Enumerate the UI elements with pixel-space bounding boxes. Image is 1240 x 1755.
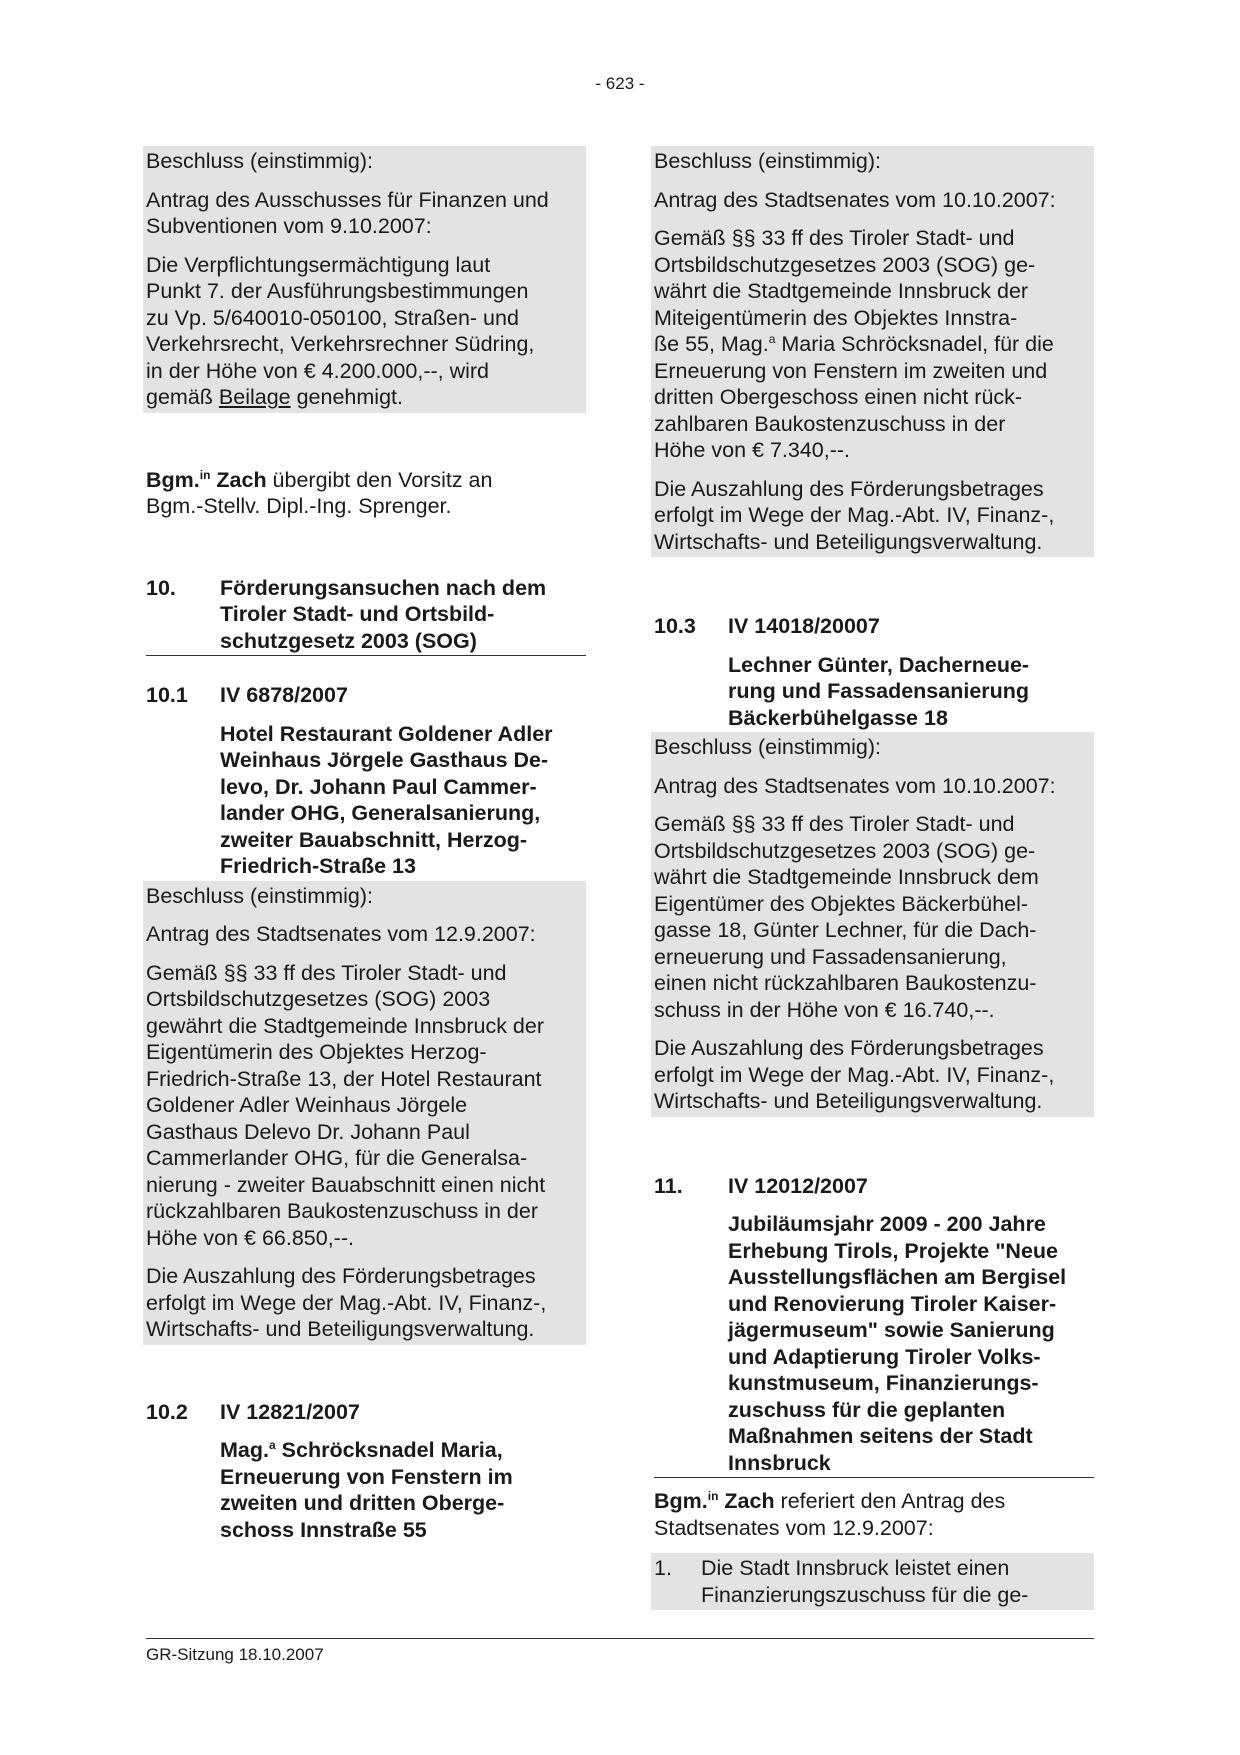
item-title-line: Weinhaus Jörgele Gasthaus De- [220,748,549,772]
item-title-line: levo, Dr. Johann Paul Cammer- [220,774,537,799]
beschluss-text-line: Punkt 7. der Ausführungsbestimmungen [146,279,529,303]
beschluss-text-line: gasse 18, Günter Lechner, für die Dach- [654,918,1037,942]
beschluss-text-line: Eigentümer des Objektes Bäckerbühel- [654,891,1029,916]
item-title-line: zuschuss für die geplanten [728,1397,1006,1422]
item-title-line: schoss Innstraße 55 [220,1517,427,1542]
beschluss-text-line: Ortsbildschutzgesetzes 2003 (SOG) ge- [654,252,1036,277]
list-item [651,1553,1094,1610]
page-number: - 623 - [595,74,645,93]
beschluss-text-line: Die Verpflichtungsermächtigung laut [146,252,491,277]
beschluss-text-line: Höhe von € 66.850,--. [146,1225,354,1250]
list-text-line: Finanzierungszuschuss für die ge- [701,1582,1029,1607]
beschluss-text-line: gewährt die Stadtgemeinde Innsbruck der [146,1013,544,1038]
item-title-line: und Adaptierung Tiroler Volks- [728,1344,1041,1369]
beschluss-text-line: Höhe von € 7.340,--. [654,438,851,462]
item-number: 11. [654,1173,683,1198]
auszahlung-line: erfolgt im Wege der Mag.-Abt. IV, Finanz-, [654,503,1055,527]
beschluss-text-line: dritten Obergeschoss einen nicht rück- [654,385,1023,409]
beschluss-text-line: schuss in der Höhe von € 16.740,--. [654,997,995,1022]
beschluss-text-line: nierung - zweiter Bauabschnitt einen nicht [146,1172,546,1197]
beschluss-text-line: währt die Stadtgemeinde Innsbruck der [654,279,1029,303]
beschluss-text-line: ße 55, Mag.$^a$ Maria Schröcksnadel, für die [654,331,1054,356]
beschluss-text-line: gemäß Beilage genehmigt. [146,385,403,409]
auszahlung-line: erfolgt im Wege der Mag.-Abt. IV, Finanz-, [146,1290,547,1315]
beschluss-block [143,881,586,1345]
item-ref: IV 12821/2007 [220,1399,360,1424]
beschluss-text-line: Gemäß §§ 33 ff des Tiroler Stadt- und [654,812,1015,836]
beschluss-text-line: einen nicht rückzahlbaren Baukostenzu- [654,971,1037,995]
beschluss-text-line: Eigentümerin des Objektes Herzog- [146,1040,487,1064]
beilage-link[interactable]: Beilage [218,385,291,409]
item-ref: IV 6878/2007 [220,683,348,707]
footer-text: GR-Sitzung 18.10.2007 [146,1645,324,1664]
item-number: 10.3 [654,614,696,638]
item-11-heading [654,1173,1094,1200]
item-10-3-heading [654,613,1094,640]
list-number: 1. [654,1556,672,1580]
item-title-line: und Renovierung Tiroler Kaiser- [728,1291,1057,1316]
report-text: Stadtsenates vom 12.9.2007: [654,1515,934,1540]
beschluss-text-line: in der Höhe von € 4.200.000,--, wird [146,358,490,383]
section-title-line: Förderungsansuchen nach dem [220,575,547,600]
antrag-line: Antrag des Stadtsenates vom 10.10.2007: [654,187,1056,212]
item-title-line: Erneuerung von Fenstern im [220,1464,513,1489]
auszahlung-line: Die Auszahlung des Förderungsbetrages [654,476,1044,501]
right-column [654,146,1094,1610]
item-title-line: zweiter Bauabschnitt, Herzog- [220,827,528,852]
item-number: 10.1 [146,683,188,707]
item-title-line: Hotel Restaurant Goldener Adler [220,721,553,746]
item-title-line: Bäckerbühelgasse 18 [728,705,948,730]
item-title-line: Jubiläumsjahr 2009 - 200 Jahre [728,1212,1046,1236]
beschluss-text-line: Verkehrsrecht, Verkehrsrechner Südring, [146,332,535,356]
beschluss-block [651,146,1094,557]
beschluss-text-line: Friedrich-Straße 13, der Hotel Restaurant [146,1066,542,1091]
antrag-line: Antrag des Ausschusses für Finanzen und [146,187,549,212]
item-10-1-title [220,721,586,880]
beschluss-text-line: zu Vp. 5/640010-050100, Straßen- und [146,305,519,330]
section-10-heading [146,575,586,657]
item-title-line: Maßnahmen seitens der Stadt [728,1424,1033,1448]
left-column [146,146,586,1543]
item-11-title-block [654,1211,1094,1478]
beschluss-text-line: Cammerlander OHG, für die Generalsa- [146,1146,528,1170]
beschluss-text-line: Erneuerung von Fenstern im zweiten und [654,358,1048,383]
item-10-3-title [728,652,1094,732]
list-text-line: Die Stadt Innsbruck leistet einen [701,1556,1010,1580]
item-title-line: Innsbruck [728,1450,831,1475]
section-title-line: Tiroler Stadt- und Ortsbild- [220,602,495,626]
beschluss-label: Beschluss (einstimmig): [146,883,373,908]
item-title-line: Erhebung Tirols, Projekte "Neue [728,1238,1058,1263]
beschluss-label: Beschluss (einstimmig): [654,149,881,173]
item-title-line: zweiten und dritten Oberge- [220,1491,505,1515]
item-10-1-heading [146,682,586,709]
beschluss-text-line: Ortsbildschutzgesetzes 2003 (SOG) ge- [654,838,1036,863]
beschluss-text-line: erneuerung und Fassadensanierung, [654,944,1007,969]
beschluss-text-line: Gemäß §§ 33 ff des Tiroler Stadt- und [654,226,1015,250]
beschluss-label: Beschluss (einstimmig): [146,149,373,173]
antrag-line: Antrag des Stadtsenates vom 10.10.2007: [654,773,1056,798]
beschluss-text-line: währt die Stadtgemeinde Innsbruck dem [654,865,1039,889]
beschluss-block [143,146,586,413]
item-title-line: rung und Fassadensanierung [728,679,1030,703]
beschluss-text-line: Goldener Adler Weinhaus Jörgele [146,1093,468,1117]
auszahlung-line: Wirtschafts- und Beteiligungsverwaltung. [146,1317,535,1341]
section-title-line: schutzgesetz 2003 (SOG) [220,628,477,653]
beschluss-text-line: Miteigentümerin des Objektes Innstra- [654,305,1018,330]
auszahlung-line: Wirtschafts- und Beteiligungsverwaltung. [654,1089,1043,1113]
beschluss-block [651,732,1094,1117]
auszahlung-line: Die Auszahlung des Förderungsbetrages [146,1264,536,1288]
beschluss-text-line: rückzahlbaren Baukostenzuschuss in der [146,1199,538,1223]
vorsitz-text: Bgm.-Stellv. Dipl.-Ing. Sprenger. [146,494,452,518]
auszahlung-line: erfolgt im Wege der Mag.-Abt. IV, Finanz-, [654,1062,1055,1087]
item-title-line: jägermuseum" sowie Sanierung [728,1318,1055,1342]
beschluss-label: Beschluss (einstimmig): [654,735,881,759]
item-title-line: lander OHG, Generalsanierung, [220,801,541,825]
antrag-line: Subventionen vom 9.10.2007: [146,214,432,238]
beschluss-text-line: Gasthaus Delevo Dr. Johann Paul [146,1119,470,1144]
item-ref: IV 14018/20007 [728,614,880,638]
item-title-line: Friedrich-Straße 13 [220,854,416,878]
item-ref: IV 12012/2007 [728,1173,868,1198]
beschluss-text-line: zahlbaren Baukostenzuschuss in der [654,411,1006,436]
item-title-line: Ausstellungsflächen am Bergisel [728,1265,1067,1289]
beschluss-text-line: Gemäß §§ 33 ff des Tiroler Stadt- und [146,960,507,985]
auszahlung-line: Wirtschafts- und Beteiligungsverwaltung. [654,529,1043,554]
antrag-line: Antrag des Stadtsenates vom 12.9.2007: [146,922,536,946]
footer [146,1638,1094,1665]
item-11-title [728,1211,1094,1476]
item-title-line: Lechner Günter, Dacherneue- [728,652,1030,677]
item-title-line: kunstmuseum, Finanzierungs- [728,1371,1039,1395]
auszahlung-line: Die Auszahlung des Förderungsbetrages [654,1036,1044,1060]
report-text: Bgm.$^{in}$ Zach referiert den Antrag des [654,1488,1006,1513]
section-number: 10. [146,575,176,600]
vorsitz-text: Bgm.$^{in}$ Zach übergibt den Vorsitz an [146,467,493,492]
beschluss-text-line: Ortsbildschutzgesetzes (SOG) 2003 [146,987,491,1011]
item-number: 10.2 [146,1399,188,1424]
item-10-2-heading [146,1399,586,1426]
item-10-2-title [220,1437,586,1543]
item-title-line: Mag.$^a$ Schröcksnadel Maria, [220,1437,503,1462]
